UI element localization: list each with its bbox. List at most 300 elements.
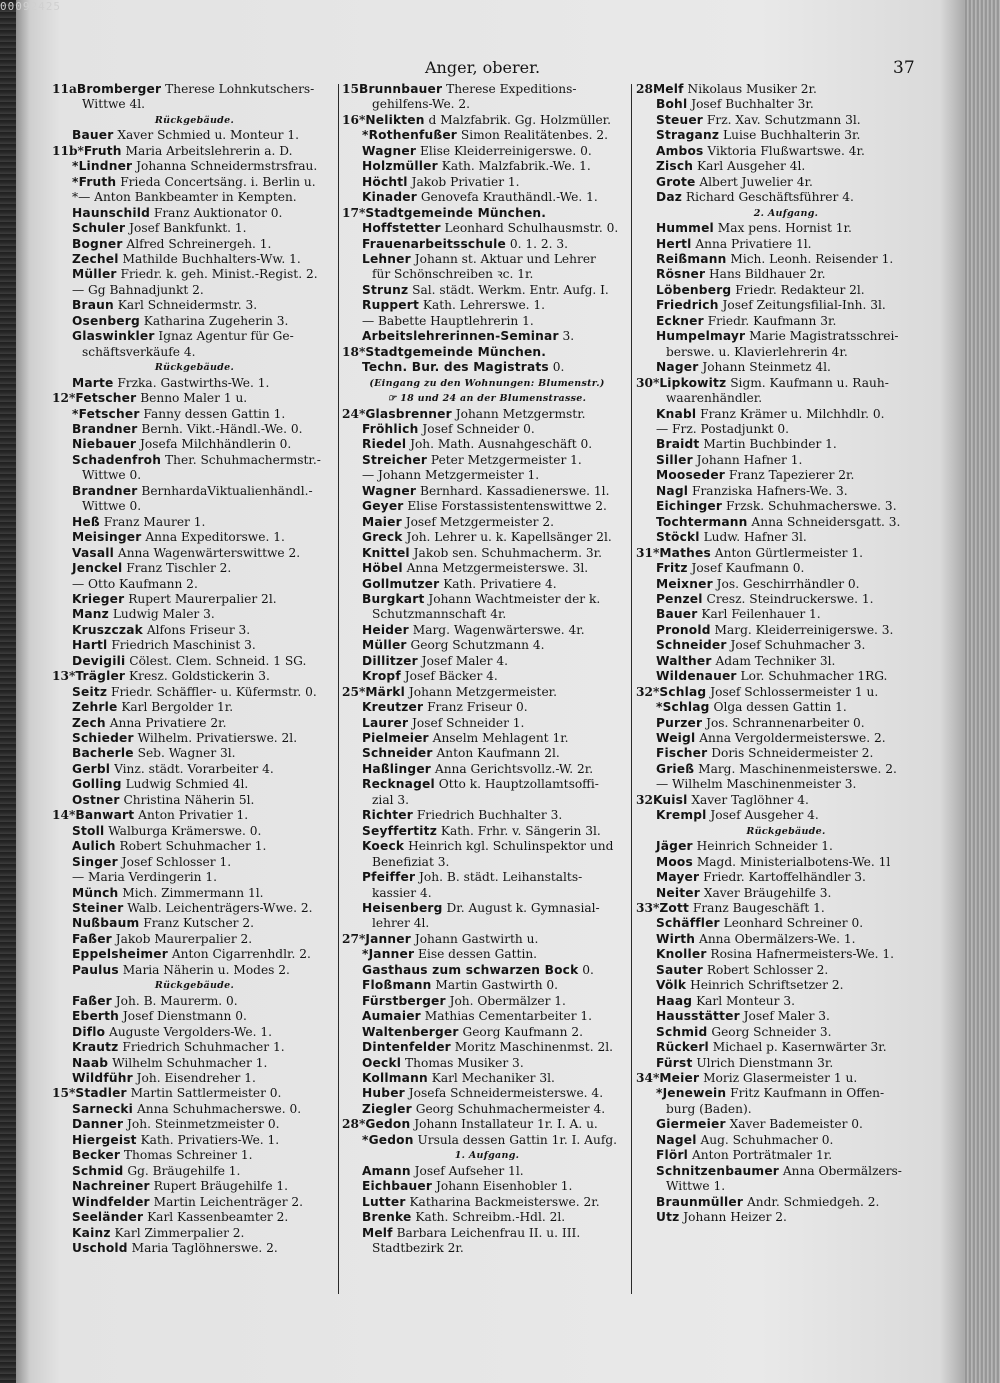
resident-name: Laurer — [362, 715, 409, 730]
directory-entry — [636, 468, 936, 483]
resident-name: Ziegler — [362, 1101, 412, 1116]
resident-details: Anton Gürtlermeister 1. — [714, 545, 864, 560]
directory-entry — [52, 654, 337, 669]
resident-name: Flörl — [656, 1148, 689, 1163]
resident-name: Seitz — [72, 684, 108, 699]
resident-details: Josef Buchhalter 3r. — [691, 97, 814, 112]
resident-name: Jenckel — [72, 561, 123, 576]
resident-details: Georg Schuhmachermeister 4. — [415, 1101, 606, 1116]
resident-details: Aug. Schuhmacher 0. — [700, 1132, 834, 1147]
resident-name: Golling — [72, 777, 122, 792]
directory-entry — [342, 685, 632, 700]
resident-details: Anna Wagenwärterswittwe 2. — [117, 545, 301, 560]
resident-details: Barbara Leichenfrau II. u. III. — [396, 1225, 581, 1240]
resident-details: Frzka. Gastwirths-We. 1. — [117, 375, 270, 390]
resident-details: Max pens. Hornist 1r. — [717, 221, 852, 236]
resident-name: Hertl — [656, 236, 692, 251]
resident-details: Josef Ausgeher 4. — [710, 808, 819, 823]
resident-details: Anna Schneidersgatt. 3. — [751, 514, 901, 529]
directory-entry — [52, 731, 337, 746]
house-number: 28 — [636, 82, 653, 96]
directory-entry — [342, 623, 632, 638]
resident-name: Grieß — [656, 761, 695, 776]
directory-entry — [342, 360, 632, 375]
resident-name: Nachreiner — [72, 1179, 150, 1194]
resident-name: Pfeiffer — [362, 870, 416, 885]
resident-details: Martin Sattlermeister 0. — [130, 1086, 282, 1101]
resident-name: Schmid — [72, 1163, 124, 1178]
resident-details: Marg. Wagenwärterswe. 4r. — [412, 622, 585, 637]
directory-entry — [52, 623, 337, 638]
directory-entry — [636, 221, 936, 236]
directory-entry — [636, 515, 936, 530]
directory-entry — [52, 314, 337, 329]
directory-entry — [636, 808, 936, 823]
directory-entry — [342, 1226, 632, 1241]
directory-entry — [636, 1195, 936, 1210]
resident-name: Richter — [362, 808, 413, 823]
resident-name: Heider — [362, 622, 409, 637]
directory-entry — [52, 298, 337, 313]
resident-name: Arbeitslehrerinnen-Seminar — [362, 329, 559, 344]
resident-name: Reißmann — [656, 251, 727, 266]
directory-entry — [636, 700, 936, 715]
resident-details: Karl Monteur 3. — [696, 993, 795, 1008]
directory-entry — [636, 113, 936, 128]
resident-name: Glaswinkler — [72, 329, 155, 344]
resident-details: Kresz. Goldstickerin 3. — [129, 669, 270, 684]
resident-name: Windfelder — [72, 1194, 150, 1209]
resident-name: Zechel — [72, 251, 119, 266]
resident-details: Joh. Lehrer u. k. Kapellsänger 2l. — [406, 530, 612, 545]
resident-name: Kinader — [362, 190, 417, 205]
resident-details: Maria Taglöhnerswe. 2. — [131, 1240, 278, 1255]
directory-entry — [342, 422, 632, 437]
directory-entry — [342, 190, 632, 205]
resident-name: Jäger — [656, 839, 693, 854]
house-number: 28* — [342, 1117, 366, 1132]
house-number: 13* — [52, 669, 76, 684]
directory-entry — [52, 870, 337, 885]
directory-entry — [52, 1102, 337, 1117]
resident-name: Heß — [72, 514, 100, 529]
resident-name: Streicher — [362, 452, 428, 467]
resident-details: Kath. Malzfabrik.-We. 1. — [441, 159, 591, 174]
resident-details: Anton Porträtmaler 1r. — [691, 1148, 833, 1163]
resident-details: Xaver Schmied u. Monteur 1. — [117, 128, 300, 143]
scan-id: 00092425 — [0, 0, 61, 13]
resident-details: Benno Maler 1 u. — [140, 391, 248, 406]
resident-name: Hoffstetter — [362, 221, 441, 236]
directory-entry — [52, 1164, 337, 1179]
resident-details: Genovefa Krauthändl.-We. 1. — [420, 190, 598, 205]
resident-details: Fritz Kaufmann in Offen- — [730, 1086, 885, 1101]
directory-entry — [52, 190, 337, 205]
section-heading: ☞ 18 und 24 an der Blumenstrasse. — [387, 393, 587, 405]
resident-name: Schneider — [362, 746, 433, 761]
directory-entry — [636, 978, 936, 993]
directory-entry — [52, 947, 337, 962]
resident-name: Frauenarbeitsschule — [362, 236, 506, 251]
resident-details: Josef Maler 3. — [743, 1009, 830, 1024]
resident-name: Huber — [362, 1086, 405, 1101]
directory-entry — [52, 453, 337, 468]
house-number: 18* — [342, 344, 366, 359]
resident-details: Alfons Friseur 3. — [146, 622, 251, 637]
directory-entry — [636, 870, 936, 885]
directory-entry — [52, 252, 337, 267]
resident-details: Karl Zimmerpalier 2. — [114, 1225, 245, 1240]
resident-name: Meixner — [656, 576, 713, 591]
directory-entry — [342, 1195, 632, 1210]
resident-name: Knoller — [656, 947, 707, 962]
resident-details: Wilhelm Schuhmacher 1. — [112, 1055, 268, 1070]
resident-name: Braunmüller — [656, 1194, 744, 1209]
resident-name: Hummel — [656, 221, 714, 236]
directory-entry — [342, 206, 632, 221]
resident-name: Brunnbauer — [358, 82, 443, 96]
entry-continuation: berswe. u. Klavierlehrerin 4r. — [666, 344, 848, 359]
resident-name: Diflo — [72, 1024, 106, 1039]
page-edge-stack — [964, 0, 1000, 1383]
resident-details: Josef Schneider 1. — [412, 715, 525, 730]
directory-entry — [52, 329, 337, 344]
resident-name: Daz — [656, 190, 683, 205]
resident-details: Heinrich Schneider 1. — [696, 839, 833, 854]
resident-name: Gerbl — [72, 761, 111, 776]
resident-details: Friedr. Kaufmann 3r. — [707, 313, 837, 328]
resident-name: Techn. Bur. des Magistrats — [362, 360, 549, 375]
resident-details: Anna Expeditorswe. 1. — [145, 530, 285, 545]
resident-details: Olga dessen Gattin 1. — [713, 700, 847, 715]
house-number: 12* — [52, 391, 76, 406]
directory-entry — [636, 623, 936, 638]
resident-details: Joh. Obermälzer 1. — [449, 993, 566, 1008]
resident-name: Osenberg — [72, 313, 140, 328]
resident-details: Franz Tischler 2. — [126, 561, 232, 576]
resident-name: Löbenberg — [656, 282, 732, 297]
resident-name: Gasthaus zum schwarzen Bock — [362, 962, 579, 977]
entry-continuation: schäftsverkäufe 4. — [82, 344, 196, 359]
directory-entry — [52, 407, 337, 422]
directory-entry — [636, 1071, 936, 1086]
resident-name: Eppelsheimer — [72, 947, 168, 962]
directory-entry — [52, 901, 337, 916]
directory-entry — [52, 237, 337, 252]
directory-column-3 — [636, 82, 936, 1226]
resident-details: Anton Cigarrenhdlr. 2. — [171, 947, 311, 962]
directory-entry — [342, 144, 632, 159]
house-number: 16* — [342, 112, 366, 127]
directory-entry — [636, 916, 936, 931]
directory-entry — [636, 128, 936, 143]
resident-name: Paulus — [72, 962, 119, 977]
resident-name: Vasall — [72, 545, 115, 560]
resident-name: Braun — [72, 298, 114, 313]
resident-name: Gedon — [365, 1117, 411, 1132]
resident-name: Sarnecki — [72, 1101, 134, 1116]
directory-entry — [52, 1148, 337, 1163]
resident-details: Franz Friseur 0. — [427, 700, 528, 715]
directory-entry — [636, 252, 936, 267]
resident-name: Nagel — [656, 1132, 697, 1147]
directory-entry — [52, 530, 337, 545]
directory-entry — [52, 546, 337, 561]
resident-details: Ludwig Schmied 4l. — [125, 777, 249, 792]
directory-entry — [342, 175, 632, 190]
directory-entry — [342, 839, 632, 854]
resident-details: Joh. Eisendreher 1. — [136, 1071, 256, 1085]
resident-name: Friedrich — [656, 298, 719, 313]
resident-details: Friedr. Redakteur 2l. — [735, 282, 865, 297]
resident-name: Dintenfelder — [362, 1040, 451, 1055]
directory-entry — [52, 685, 337, 700]
running-title: Anger, oberer. — [425, 58, 541, 77]
directory-entry — [636, 685, 936, 700]
column-rule — [338, 84, 339, 1294]
directory-entry — [52, 1210, 337, 1225]
resident-name: Hiergeist — [72, 1132, 137, 1147]
house-number: 30* — [636, 375, 660, 390]
directory-entry — [342, 654, 632, 669]
directory-entry — [52, 855, 337, 870]
resident-name: Penzel — [656, 591, 703, 606]
resident-details: Ignaz Agentur für Ge- — [158, 329, 294, 344]
directory-entry — [342, 669, 632, 684]
resident-name: Krautz — [72, 1040, 119, 1055]
entry-continuation: kassier 4. — [372, 885, 432, 900]
resident-details: Franz Krämer u. Milchhdlr. 0. — [700, 406, 885, 421]
resident-name: Müller — [362, 638, 407, 653]
directory-entry — [342, 994, 632, 1009]
directory-entry — [636, 1148, 936, 1163]
resident-name: Melf — [362, 1225, 393, 1240]
resident-name: Faßer — [72, 993, 112, 1008]
resident-name: Höbel — [362, 561, 403, 576]
directory-entry — [636, 716, 936, 731]
directory-entry — [636, 190, 936, 205]
resident-name: Maier — [362, 514, 402, 529]
resident-name: Meisinger — [72, 530, 142, 545]
directory-entry — [636, 1164, 936, 1179]
directory-entry — [52, 561, 337, 576]
house-number: 15* — [52, 1086, 76, 1101]
directory-entry — [636, 654, 936, 669]
directory-entry — [342, 762, 632, 777]
resident-details: Anna Schuhmacherswe. 0. — [136, 1101, 302, 1116]
directory-entry — [52, 206, 337, 221]
directory-entry — [52, 484, 337, 499]
resident-details: 0. 1. 2. 3. — [509, 236, 568, 251]
directory-entry — [636, 376, 936, 391]
directory-entry — [342, 561, 632, 576]
resident-details: Auguste Vergolders-We. 1. — [109, 1024, 272, 1039]
resident-name: Aumaier — [362, 1009, 421, 1024]
directory-entry — [342, 592, 632, 607]
directory-entry — [636, 1133, 936, 1148]
resident-details: Alfred Schreinergeh. 1. — [126, 236, 272, 251]
resident-details: Xaver Taglöhner 4. — [691, 792, 809, 807]
resident-name: Müller — [72, 267, 117, 282]
resident-details: Josef Aufseher 1l. — [414, 1163, 524, 1178]
directory-entry — [636, 267, 936, 282]
directory-entry — [636, 669, 936, 684]
resident-name: Stöckl — [656, 530, 700, 545]
resident-details: Peter Metzgermeister 1. — [430, 452, 582, 467]
resident-details: Thomas Schreiner 1. — [123, 1148, 253, 1163]
resident-details: Josefa Schneidermeisterswe. 4. — [408, 1086, 604, 1101]
directory-entry — [52, 128, 337, 143]
resident-name: Amann — [362, 1163, 411, 1178]
resident-name: Danner — [72, 1117, 124, 1132]
resident-details: Martin Leichenträger 2. — [153, 1194, 304, 1209]
resident-name: Greck — [362, 530, 403, 545]
house-number: 25* — [342, 684, 366, 699]
directory-entry — [342, 700, 632, 715]
resident-details: Kath. Privatiers-We. 1. — [140, 1132, 280, 1147]
resident-details: Mich. Zimmermann 1l. — [122, 885, 264, 900]
resident-details: Josef Maler 4. — [421, 653, 508, 668]
resident-name: Kruszczak — [72, 622, 143, 637]
resident-details: Johann Metzgermstr. — [455, 406, 586, 421]
resident-details: Rupert Bräugehilfe 1. — [153, 1179, 289, 1194]
resident-details: Kath. Privatiere 4. — [443, 576, 557, 591]
resident-details: Sal. städt. Werkm. Entr. Aufg. I. — [412, 282, 609, 297]
resident-name: Schnitzenbaumer — [656, 1163, 779, 1178]
resident-details: Walburga Krämerswe. 0. — [108, 823, 262, 838]
directory-entry — [52, 1009, 337, 1024]
resident-details: Martin Gastwirth 0. — [435, 978, 559, 993]
directory-entry — [342, 978, 632, 993]
entry-continuation: waarenhändler. — [666, 391, 763, 406]
house-number: 31* — [636, 545, 660, 560]
directory-entry — [636, 546, 936, 561]
resident-name: Fröhlich — [362, 421, 419, 436]
directory-entry — [52, 159, 337, 174]
resident-details: Mathias Cementarbeiter 1. — [424, 1009, 593, 1024]
resident-name: Mayer — [656, 870, 700, 885]
resident-details: Dr. August k. Gymnasial- — [446, 901, 600, 916]
resident-details: Anna Obermälzers- — [782, 1163, 902, 1178]
resident-name: Zech — [72, 715, 106, 730]
resident-name: *Lindner — [72, 159, 133, 174]
resident-name: *Schlag — [656, 700, 710, 715]
resident-name: Stadtgemeinde München. — [365, 205, 547, 220]
resident-details: Ther. Schuhmachermstr.- — [165, 452, 321, 467]
directory-entry — [636, 777, 936, 792]
resident-details: Johann Heizer 2. — [683, 1210, 787, 1225]
directory-entry — [52, 777, 337, 792]
resident-details: Johann Eisenhobler 1. — [435, 1179, 573, 1194]
resident-details: — Otto Kaufmann 2. — [72, 576, 198, 591]
directory-entry — [636, 607, 936, 622]
resident-details: Kath. Lehrerswe. 1. — [422, 298, 546, 313]
resident-name: *Gedon — [362, 1132, 414, 1147]
directory-entry — [342, 963, 632, 978]
binding-edge — [0, 0, 16, 1383]
page-header — [0, 58, 1000, 82]
resident-name: Sauter — [656, 962, 703, 977]
resident-details: 0. — [582, 962, 594, 977]
directory-entry — [342, 82, 632, 97]
directory-entry — [636, 762, 936, 777]
resident-details: 3. — [562, 329, 575, 344]
directory-entry — [52, 437, 337, 452]
directory-entry — [636, 1117, 936, 1132]
directory-entry — [636, 932, 936, 947]
resident-name: Steiner — [72, 901, 124, 916]
directory-entry — [636, 159, 936, 174]
resident-name: Bacherle — [72, 746, 134, 761]
resident-name: Seyffertitz — [362, 823, 437, 838]
resident-details: Josef Kaufmann 0. — [691, 561, 805, 576]
directory-entry — [636, 237, 936, 252]
resident-name: Melf — [652, 82, 684, 96]
resident-name: Janner — [365, 931, 411, 946]
directory-entry — [342, 824, 632, 839]
resident-details: Cresz. Steindruckerswe. 1. — [706, 591, 874, 606]
house-number: 11a — [52, 82, 77, 96]
resident-details: Josef Bankfunkt. 1. — [129, 221, 247, 236]
resident-name: Rückerl — [656, 1040, 709, 1055]
resident-details: Moriz Glasermeister 1 u. — [703, 1071, 858, 1085]
directory-entry — [636, 901, 936, 916]
directory-entry — [52, 716, 337, 731]
resident-name: Weigl — [656, 731, 696, 746]
directory-entry — [342, 437, 632, 452]
resident-name: Oeckl — [362, 1055, 402, 1070]
resident-name: Knabl — [656, 406, 697, 421]
resident-details: Albert Juwelier 4r. — [699, 174, 813, 189]
directory-entry — [52, 391, 337, 406]
directory-entry — [342, 731, 632, 746]
resident-details: Karl Bergolder 1r. — [121, 700, 234, 715]
directory-entry — [636, 994, 936, 1009]
resident-details: — Gg Bahnadjunkt 2. — [72, 282, 204, 297]
directory-entry — [342, 1056, 632, 1071]
resident-name: Holzmüller — [362, 159, 438, 174]
resident-details: Thomas Musiker 3. — [405, 1055, 524, 1070]
directory-entry — [342, 221, 632, 236]
resident-name: Stoll — [72, 823, 105, 838]
resident-details: d Malzfabrik. Gg. Holzmüller. — [428, 112, 612, 127]
directory-entry — [342, 283, 632, 298]
resident-details: 0. — [552, 360, 565, 375]
resident-name: Giermeier — [656, 1117, 726, 1132]
directory-entry — [636, 360, 936, 375]
resident-details: Josef Schlossermeister 1 u. — [710, 684, 879, 699]
resident-name: Kainz — [72, 1225, 111, 1240]
entry-continuation: Wittwe 0. — [82, 499, 142, 514]
section-heading: 2. Aufgang. — [753, 207, 819, 219]
resident-details: Moritz Maschinenmst. 2l. — [454, 1040, 613, 1055]
resident-details: Anton Kaufmann 2l. — [436, 746, 560, 761]
resident-details: Georg Kaufmann 2. — [462, 1024, 584, 1039]
house-number: 32 — [636, 792, 653, 807]
directory-entry — [342, 1086, 632, 1101]
resident-name: Haunschild — [72, 205, 151, 220]
directory-entry — [342, 407, 632, 422]
resident-details: Franz Baugeschäft 1. — [692, 901, 825, 916]
resident-details: Kath. Schreibm.-Hdl. 2l. — [415, 1210, 566, 1225]
directory-column-1 — [52, 82, 337, 1256]
directory-entry — [52, 994, 337, 1009]
resident-details: Friedr. k. geh. Minist.-Regist. 2. — [120, 267, 318, 282]
resident-name: Braidt — [656, 437, 700, 452]
entry-continuation: lehrer 4l. — [372, 916, 430, 931]
resident-name: Hausstätter — [656, 1009, 740, 1024]
resident-name: Nagl — [656, 483, 689, 498]
